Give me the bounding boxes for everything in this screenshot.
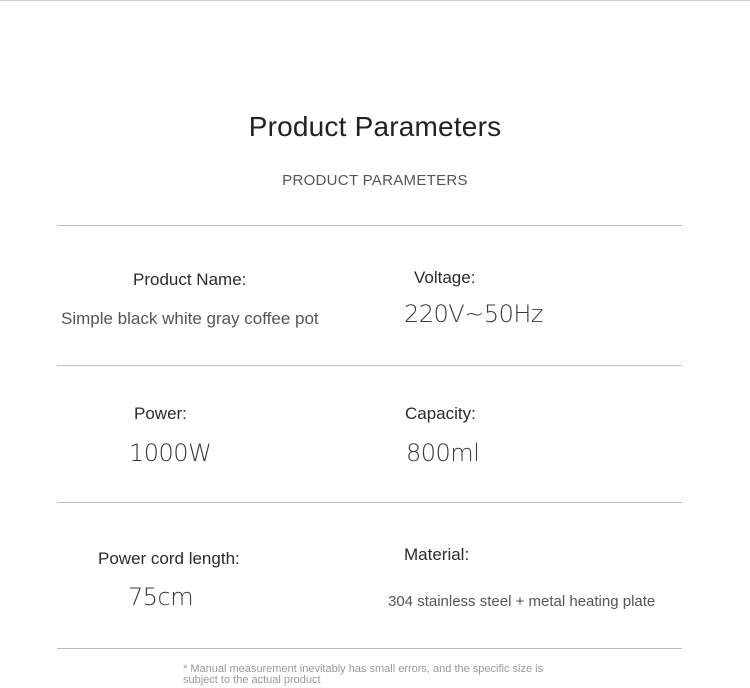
- top-divider: [0, 0, 750, 1]
- footnote: [183, 664, 603, 686]
- divider-2: [57, 365, 682, 366]
- material-label: Material:: [404, 545, 470, 564]
- cord-length-label: Power cord length:: [98, 549, 240, 568]
- page-title: Product Parameters: [248, 111, 502, 142]
- product-name-label: Product Name:: [133, 270, 247, 289]
- material-value: 304 stainless steel + metal heating plate: [388, 593, 656, 610]
- power-value: 1000W: [129, 439, 212, 467]
- voltage-label: Voltage:: [414, 268, 476, 287]
- voltage-value: 220V~50Hz: [404, 300, 544, 328]
- power-label: Power:: [134, 404, 187, 423]
- footnote-line-1: * Manual measurement inevitably has small errors, and the specific size is: [183, 663, 544, 675]
- product-name-value: Simple black white gray coffee pot: [61, 309, 319, 328]
- divider-4: [57, 648, 682, 649]
- divider-1: [57, 225, 682, 226]
- capacity-value: 800ml: [406, 439, 480, 467]
- cord-length-value: 75cm: [128, 583, 194, 611]
- capacity-label: Capacity:: [405, 404, 476, 423]
- footnote-line-2: subject to the actual product: [183, 674, 321, 686]
- page-subtitle: PRODUCT PARAMETERS: [282, 172, 468, 189]
- divider-3: [57, 502, 682, 503]
